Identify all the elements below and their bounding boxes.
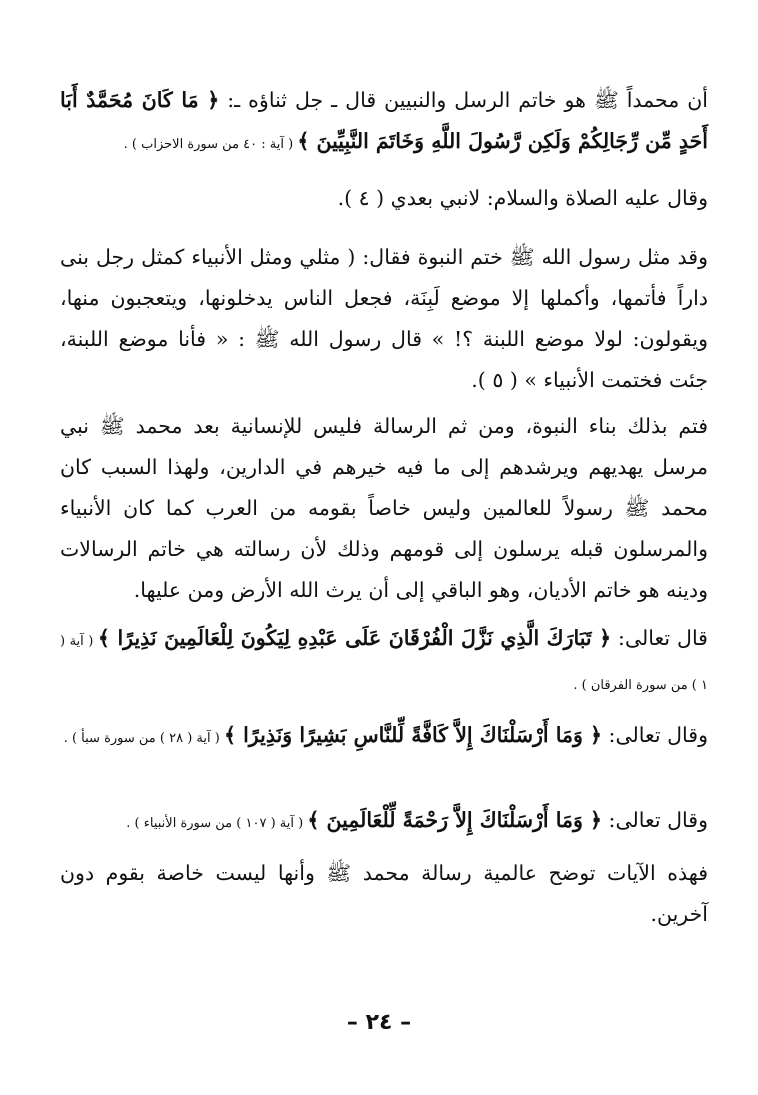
quran-verse-ahzab: ﴿ مَا كَانَ مُحَمَّدٌ أَبَا أَحَدٍ مِّن رِّجَالِكُمْ وَلَكِن رَّسُولَ اللَّهِ وَخَاتَمَ النَّبِيِّينَ ﴾: [60, 88, 708, 153]
paragraph-8: فهذه الآيات توضح عالمية رسالة محمد ﷺ وأنها ليست خاصة بقوم دون آخرين.: [60, 861, 708, 926]
paragraph-6-intro: وقال تعالى:: [602, 723, 708, 747]
paragraph-1-intro: أن محمداً ﷺ هو خاتم الرسل والنبيين قال ـ جل ثناؤه ـ:: [219, 88, 708, 112]
quran-verse-saba: ﴿ وَمَا أَرْسَلْنَاكَ إِلاَّ كَافَّةً لِّلنَّاسِ بَشِيرًا وَنَذِيرًا ﴾: [223, 723, 603, 747]
paragraph-7: [60, 800, 708, 844]
paragraph-5: [60, 618, 708, 706]
paragraph-7-intro: وقال تعالى:: [602, 808, 708, 832]
quran-verse-anbiya: ﴿ وَمَا أَرْسَلْنَاكَ إِلاَّ رَحْمَةً لِّلْعَالَمِينَ ﴾: [307, 808, 603, 832]
paragraph-1: [60, 80, 708, 165]
paragraph-6: [60, 715, 708, 759]
verse-reference-furqan: ( آية ( ١ ) من سورة الفرقان ) .: [60, 634, 708, 693]
paragraph-3: وقد مثل رسول الله ﷺ ختم النبوة فقال: ( مثلي ومثل الأنبياء كمثل رجل بنى داراً فأتمها، وأكملها إلا موضع لَبِنَة، فجعل الناس يدخلونها، ويتعجبون منها، ويقولون: لولا موضع اللبنة ؟! » قال رسول الله ﷺ : « فأنا موضع اللبنة، جئت فختمت الأنبياء » ( ٥ ).: [60, 245, 708, 392]
verse-reference-ahzab: ( آية : ٤٠ من سورة الاحزاب ) .: [123, 137, 298, 152]
page-number: – ٢٤ –: [346, 1010, 412, 1035]
quran-verse-furqan: ﴿ تَبَارَكَ الَّذِي نَزَّلَ الْفُرْقَانَ عَلَى عَبْدِهِ لِيَكُونَ لِلْعَالَمِينَ نَذِيرًا ﴾: [97, 626, 612, 650]
paragraph-4: فتم بذلك بناء النبوة، ومن ثم الرسالة فليس للإنسانية بعد محمد ﷺ نبي مرسل يهديهم ويرشدهم إلى ما فيه خيرهم في الدارين، ولهذا السبب كان محمد ﷺ رسولاً للعالمين وليس خاصاً بقومه من العرب كما كان الأنبياء والمرسلون قبله يرسلون إلى قومهم وذلك لأن رسالته هي خاتم الرسالات ودينه هو خاتم الأديان، وهو الباقي إلى أن يرث الله الأرض ومن عليها.: [60, 414, 709, 602]
verse-reference-saba: ( آية ( ٢٨ ) من سورة سبأ ) .: [63, 731, 224, 746]
paragraph-5-intro: قال تعالى:: [611, 626, 708, 650]
verse-reference-anbiya: ( آية ( ١٠٧ ) من سورة الأنبياء ) .: [126, 816, 308, 831]
paragraph-2: وقال عليه الصلاة والسلام: لانبي بعدي ( ٤ ).: [337, 186, 708, 210]
